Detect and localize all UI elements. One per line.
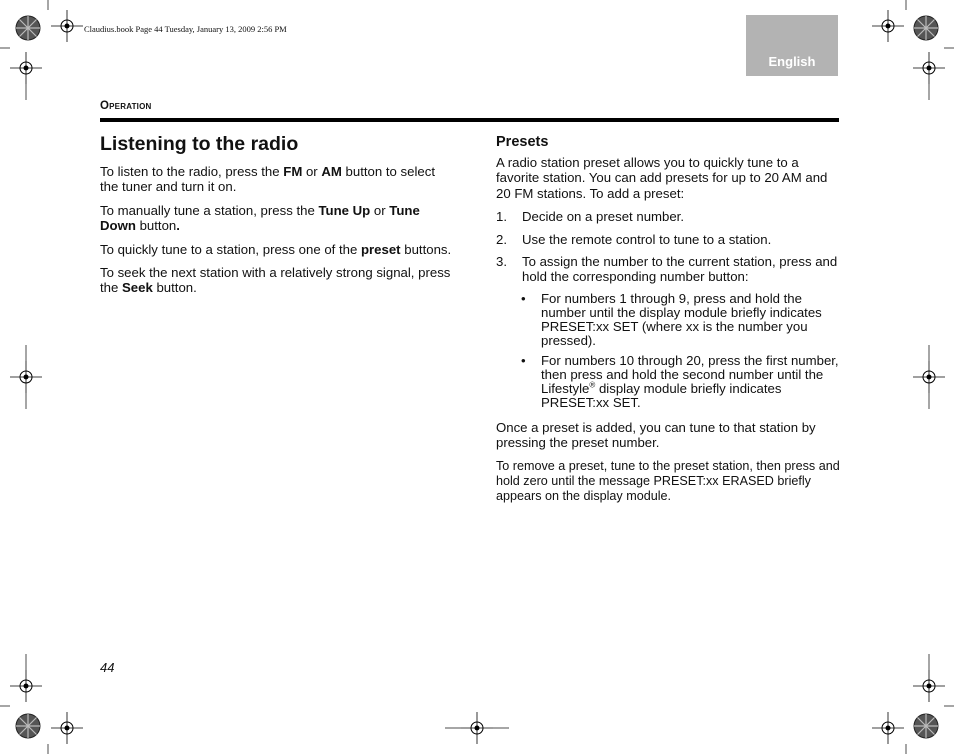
section-label: Operation [100,100,152,112]
bullet-text: For numbers 10 through 20, press the first number, then press and hold the second number until the Lifestyle [541,352,839,396]
presets-intro: A radio station preset allows you to quickly tune to a favorite station. You can add presets for up to 20 AM and 20 FM stations. To add a preset: [496,155,828,201]
preset-term: preset [360,241,401,257]
presets-outro: Once a preset is added, you can tune to that station by pressing the preset number. [496,419,816,451]
page-title: Listening to the radio [100,133,299,155]
text: buttons. [400,241,452,257]
text: To quickly tune to a station, press one of the [100,241,361,257]
bullet-dot: • [521,352,526,368]
step-number: 2. [496,231,507,247]
step-text: Use the remote control to tune to a station. [522,231,772,247]
text: or [302,164,322,179]
book-header: Claudius.book Page 44 Tuesday, January 13, 2009 2:56 PM [84,24,287,34]
page-number: 44 [100,660,115,675]
text: button. [152,280,197,296]
tune-up-term: Tune Up [318,202,371,218]
text: button to select the tuner and turn it on. [100,164,435,195]
bullet-dot: • [521,290,526,306]
bullet-text: For numbers 1 through 9, press and hold the number until the display module briefly indicates PRESET:xx SET (where xx is the number you pressed). [541,290,822,348]
step-number: 3. [496,254,507,270]
text: To seek the next station with a relatively strong signal, press the [100,265,451,296]
period: . [176,218,180,234]
text: button [135,218,177,234]
bullet-text: display module briefly indicates PRESET:xx SET. [541,380,782,410]
text: or [370,202,390,218]
remove-preset-note: To remove a preset, tune to the preset station, then press and hold zero until the message PRESET:xx ERASED briefly appears on the display module. [496,458,840,504]
text: To manually tune a station, press the [100,202,319,218]
fm-term: FM [283,164,303,179]
registered-mark: ® [589,380,596,390]
step-text: To assign the number to the current station, press and hold the corresponding number button: [522,254,838,285]
step-text: Decide on a preset number. [522,209,685,225]
tune-down-term: Tune Down [100,202,420,234]
text: To listen to the radio, press the [100,164,284,179]
step-number: 1. [496,209,507,225]
seek-term: Seek [122,280,153,296]
presets-heading: Presets [496,134,549,150]
language-tab-label: English [768,54,816,69]
am-term: AM [321,164,342,179]
